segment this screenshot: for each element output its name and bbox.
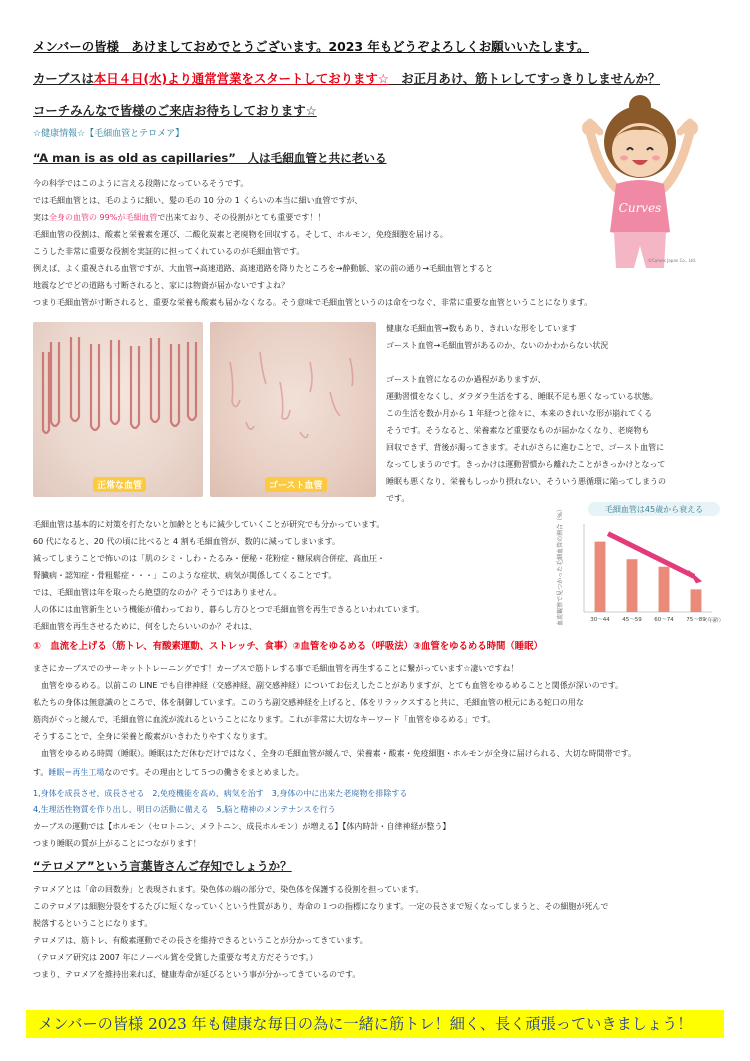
curves-effect-line: つまり睡眠の質が上がることにつながります！ xyxy=(33,839,201,848)
highlight-99-percent: 全身の血管の 99%が毛細血管 xyxy=(49,213,158,222)
highlight-prefix: 実は xyxy=(33,213,49,222)
body-line: こうした非常に重要な役割を実証的に担ってくれているのが毛細血管です。 xyxy=(33,247,305,256)
opening-announcement xyxy=(33,70,660,88)
right-text-line: 睡眠も悪くなり、栄養もしっかり摂れない、そういう悪循環に陥ってしまうの xyxy=(386,477,666,486)
body-line: 私たちの身体は無意識のところで、体を制御しています。このうち副交感神経を上げると、体をリラックスすると共に、毛細血管の根元にある蛇口の用な xyxy=(33,698,584,707)
greeting: メンバーの皆様 あけましておめでとうございます。2023 年もどうぞよろしくお願いいたします。 xyxy=(33,39,590,54)
chart-decline-arrow xyxy=(608,534,694,577)
right-text-line: なってしまうのです。きっかけは運動習慣から離れたことがきっかけとなって xyxy=(386,460,666,469)
chart-bar xyxy=(595,542,606,612)
body-line: つまり、テロメアを維持出来れば、健康寿命が延びるという事が分かってきているのです。 xyxy=(33,970,361,979)
body-line: 腎臓病・認知症・骨粗鬆症・・・」このような症状、病気が関係してくることです。 xyxy=(33,571,337,580)
normal-capillary-label: 正常な血管 xyxy=(93,477,146,492)
curves-effect-line: カーブスの運動では【ホルモン（セロトニン、メラトニン、成長ホルモン）が増える】【体内時計・自律神経が整う】 xyxy=(33,822,451,831)
highlight-suffix: で出来ており、その役割がとても重要です！！ xyxy=(157,213,326,222)
svg-text:Curves: Curves xyxy=(618,201,662,215)
body-line: では、毛細血管は年を取ったら絶望的なのか？そうではありません。 xyxy=(33,588,282,597)
telomere-title: “テロメア”という言葉皆さんご存知でしょうか？ xyxy=(33,859,292,873)
closing-banner xyxy=(26,1010,724,1038)
right-text-line: そうです。そうなると、栄養素など重要なものが届かなくなり、老廃物も xyxy=(386,426,650,435)
sleep-line xyxy=(33,766,304,779)
right-text-line: です。 xyxy=(386,494,410,503)
sleep-benefits-1: 1,身体を成長させ、成長させる 2,免疫機能を高め、病気を治す 3,身体の中に出来た老廃物を排除する xyxy=(33,789,408,798)
chart-x-tick: 60〜74 xyxy=(654,617,674,623)
health-info-tag: ☆健康情報☆【毛細血管とテロメア】 xyxy=(33,129,185,139)
ghost-capillary-label: ゴースト血管 xyxy=(265,477,327,492)
body-line: 60 代になると、20 代の頃に比べると 4 割も毛細血管が、数的に減ってしまいます。 xyxy=(33,537,340,546)
chart-bar xyxy=(659,567,670,612)
right-text-line: ゴースト血管になるのか過程がありますが、 xyxy=(386,375,546,384)
right-text-line: ゴースト血管→毛細血管があるのか、ないのかわからない状況 xyxy=(386,341,609,350)
cheering-woman-icon xyxy=(560,92,720,270)
chart-title: 毛細血管は45歳から衰える xyxy=(604,505,704,514)
chart-ylabel: 血流観察で見つかった毛細血管の割合（%） xyxy=(557,506,564,626)
opening-suffix: お正月あけ、筋トレしてすっきりしませんか？ xyxy=(388,71,661,86)
body-line: 毛細血管の役割は、酸素と栄養素を運び、二酸化炭素と老廃物を回収する。そして、ホルモン、免疫細胞を届ける。 xyxy=(33,230,448,239)
coach-message: コーチみんなで皆様のご来店お待ちしております☆ xyxy=(33,103,317,118)
body-line: テロメアは、筋トレ、有酸素運動でその長さを維持できるということが分かってきています。 xyxy=(33,936,368,945)
body-line: 今の科学ではこのように言える段階になっているそうです。 xyxy=(33,179,249,188)
body-line: 例えば、よく重視される血管ですが、大血管→高速道路、高速道路を降りたところを→静動脈、家の前の通り→毛細血管とすると xyxy=(33,264,494,273)
illustration-copyright: ©Curves Japan Co., Ltd. xyxy=(648,258,697,263)
opening-prefix: カーブスは xyxy=(33,71,94,86)
chart-x-tick: 45〜59 xyxy=(622,617,642,623)
body-line: まさにカーブスでのサーキットトレーニングです！カーブスで筋トレする事で毛細血管を再生することに繋がっています☆凄いですね！ xyxy=(33,664,519,673)
chart-x-tick: 75〜89 xyxy=(686,617,706,623)
body-line: 人の体には血管新生という機能が備わっており、暮らし方ひとつで毛細血管を再生できるといわれています。 xyxy=(33,605,425,614)
opening-date: 本日４日(水)より通常営業をスタートしております☆ xyxy=(93,71,389,86)
right-text-line: 回収できず、背後が濁ってきます。それがさらに進むことで、ゴースト血管に xyxy=(386,443,665,452)
ghost-capillary-icon xyxy=(210,322,376,497)
normal-capillary-photo xyxy=(33,322,203,497)
right-text-line: この生活を数か月から 1 年経つと徐々に、本来のきれいな形が崩れてくる xyxy=(386,409,653,418)
sleep-benefits-2: 4,生理活性物質を作り出し、明日の活動に備える 5,脳と精神のメンテナンスを行う xyxy=(33,805,336,814)
key-points: ① 血流を上げる（筋トレ、有酸素運動、ストレッチ、食事）②血管をゆるめる（呼吸法）③血管をゆるめる時間（睡眠） xyxy=(33,641,543,652)
body-line: このテロメアは細胞分裂をするたびに短くなっていくという性質があり、寿命の１つの指標になります。一定の長さまで短くなってしまうと、その細胞が死んで xyxy=(33,902,609,911)
body-line: 脱落するということになります。 xyxy=(33,919,153,928)
chart-bar xyxy=(691,589,702,612)
body-line: テロメアとは「命の回数券」と表現されます。染色体の端の部分で、染色体を保護する役割を担っています。 xyxy=(33,885,424,894)
body-line: つまり毛細血管が寸断されると、重要な栄養も酸素も届かなくなる。そう意味で毛細血管というのは命をつなぐ、非常に重要な血管ということになります。 xyxy=(33,298,593,307)
capillary-loops-icon xyxy=(33,322,203,497)
body-line: では毛細血管とは、毛のように細い、髪の毛の 10 分の 1 くらいの本当に細い血管ですが、 xyxy=(33,196,363,205)
body-line: 毛細血管を再生させるために、何をしたらいいのか？それは、 xyxy=(33,622,257,631)
sleep-highlight: 睡眠＝再生工場 xyxy=(48,768,105,777)
body-line: 地震などでどの道路も寸断されると、家には物資が届かないですよね？ xyxy=(33,281,289,290)
chart-x-tick: 30〜44 xyxy=(590,617,610,623)
body-line: 減ってしまうことで怖いのは「肌のシミ・しわ・たるみ・便秘・花粉症・糖尿病合併症、高血圧・ xyxy=(33,554,385,563)
ghost-capillary-photo xyxy=(210,322,376,497)
chart-svg xyxy=(548,500,726,630)
body-line: 血管をゆるめる時間（睡眠）。睡眠はただ休むだけではなく、全身の毛細血管が緩んで、栄養素・酸素・免疫細胞・ホルモンが全身に届けられる、大切な時間帯です。 xyxy=(33,749,637,758)
body-line: 毛細血管は基本的に対策を打たないと加齢とともに減少していくことが研究でも分かっています。 xyxy=(33,520,385,529)
capillary-decline-chart xyxy=(548,500,726,630)
body-line: （テロメア研究は 2007 年にノーベル賞を受賞した重要な考え方だそうです。） xyxy=(33,953,318,962)
chart-x-unit: （年齢） xyxy=(701,618,724,624)
coach-illustration xyxy=(560,92,720,270)
body-line: 血管をゆるめる。以前この LINE でも自律神経（交感神経、副交感神経）についてお伝えしたことがありますが、とても血管をゆるめることと関係が深いのです。 xyxy=(33,681,624,690)
right-text-line: 健康な毛細血管→数もあり、きれいな形をしています xyxy=(386,324,577,333)
body-line: そうすることで、全身に栄養と酸素がいきわたりやすくなります。 xyxy=(33,732,273,741)
right-text-line: 運動習慣をなくし、ダラダラ生活をする、睡眠不足も悪くなっている状態。 xyxy=(386,392,658,401)
body-line: 筋肉がぐっと緩んで、毛細血管に血流が流れるということになります。これが非常に大切なキーワード「血管をゆるめる」です。 xyxy=(33,715,496,724)
chart-bar xyxy=(627,559,638,612)
capillaries-title: “A man is as old as capillaries” 人は毛細血管と共に老いる xyxy=(33,151,387,165)
sleep-prefix: す。 xyxy=(33,768,49,777)
body-line-highlight xyxy=(33,211,325,224)
closing-banner-text: メンバーの皆様 2023 年も健康な毎日の為に一緒に筋トレ！細く、長く頑張っていきましょう！ xyxy=(38,1015,693,1033)
sleep-suffix: なのです。その理由として５つの働きをまとめました。 xyxy=(104,768,304,777)
